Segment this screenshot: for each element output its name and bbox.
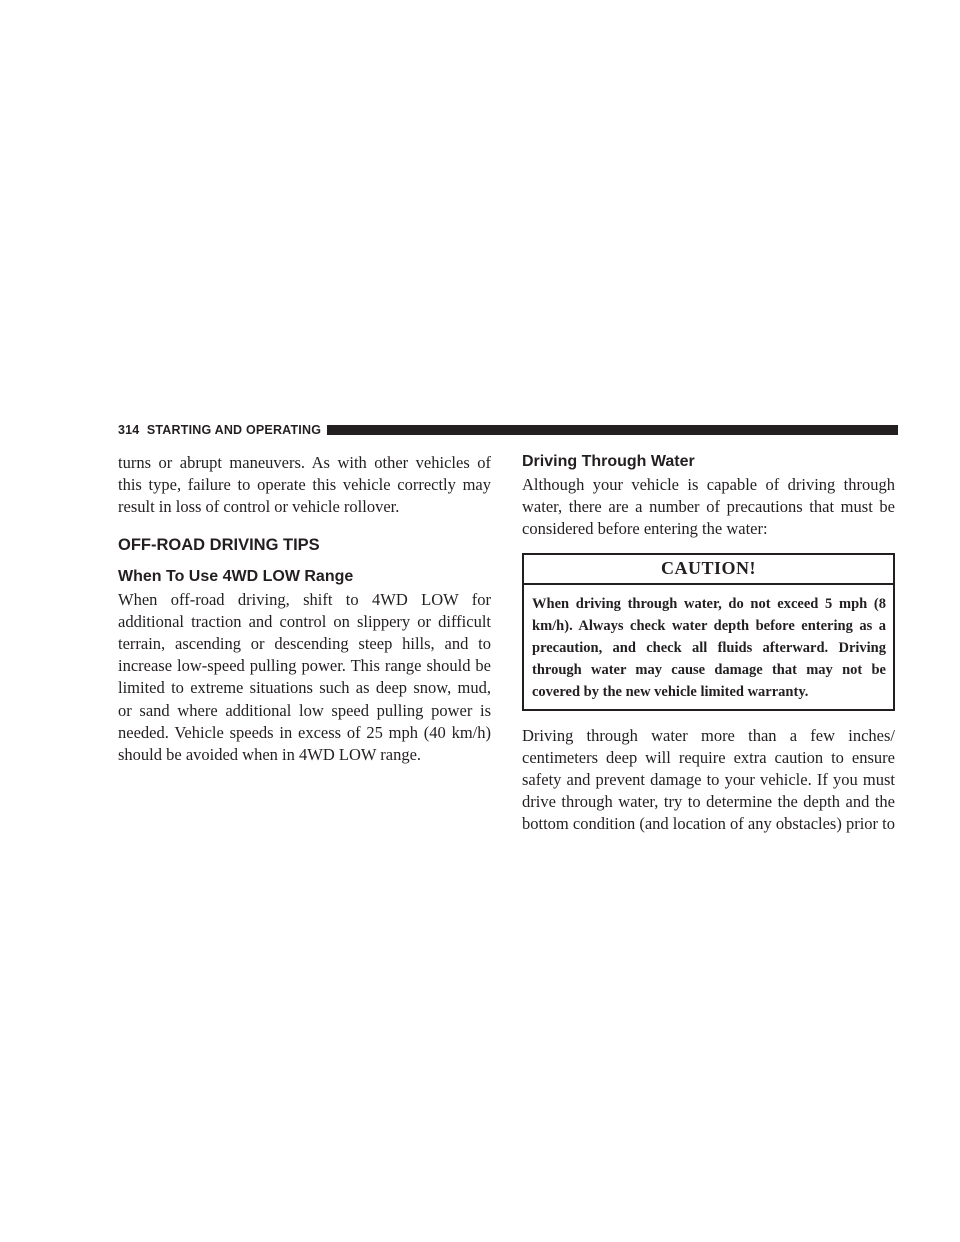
off-road-tips-heading: OFF-ROAD DRIVING TIPS — [118, 535, 320, 554]
header-rule — [327, 425, 898, 435]
4wd-low-paragraph: When off-road driving, shift to 4WD LOW for additional traction and control on slippery or difficult terrain, ascending or descending steep hills, and to increase low-speed pulling power. This range should be limited to extreme situations such as deep snow, mud, or sand where additional low speed pulling power is needed. Vehicle speeds in excess of 25 mph (40 km/h) should be avoided when in 4WD LOW range. — [118, 589, 491, 765]
4wd-low-heading: When To Use 4WD LOW Range — [118, 567, 354, 585]
right-column — [522, 452, 895, 836]
caution-text: When driving through water, do not exceed 5 mph (8 km/h). Always check water depth before entering as a precaution, and check all fluids afterward. Driving through water may cause damage that may not be covered by the new vehicle limited warranty. — [532, 595, 886, 700]
water-intro-paragraph: Although your vehicle is capable of driving through water, there are a number of precautions that must be considered before entering the water: — [522, 475, 895, 539]
driving-through-water-heading: Driving Through Water — [522, 453, 695, 470]
caution-box — [522, 553, 895, 711]
section-title: STARTING AND OPERATING — [146, 423, 322, 437]
caution-title: CAUTION! — [524, 555, 893, 585]
water-depth-paragraph: Driving through water more than a few inches/ centimeters deep will require extra caution to ensure safety and prevent damage to your vehicle. If you must drive through water, try to determine the depth and the bottom condition (and location of any obstacles) prior to — [522, 725, 895, 834]
page-header-label — [118, 423, 321, 437]
page-header — [118, 423, 898, 437]
left-column — [118, 452, 491, 766]
intro-paragraph: turns or abrupt maneuvers. As with other vehicles of this type, failure to operate this vehicle correctly may result in loss of control or vehicle rollover. — [118, 453, 491, 517]
page-number: 314 — [118, 423, 140, 437]
